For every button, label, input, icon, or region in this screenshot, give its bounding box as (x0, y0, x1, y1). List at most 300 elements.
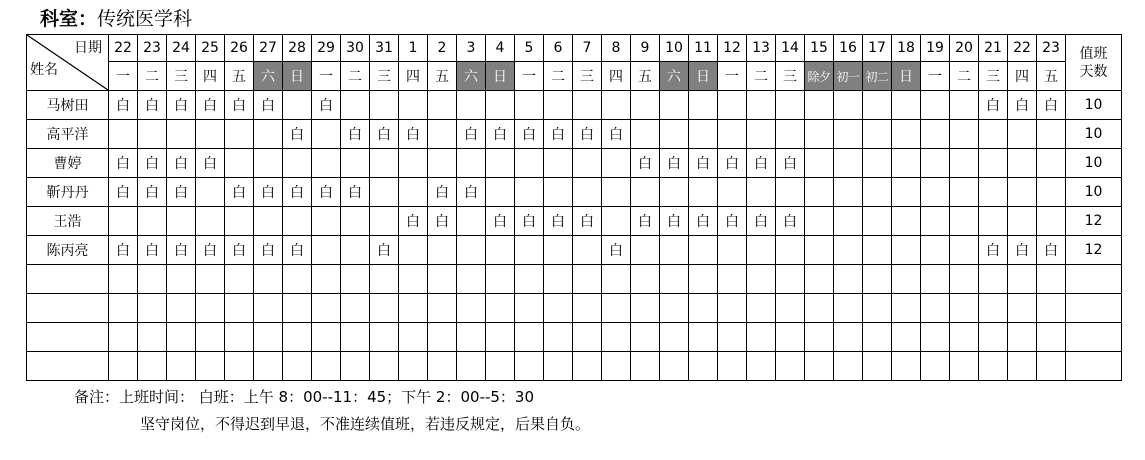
shift-cell (457, 352, 486, 381)
staff-name: 马树田 (27, 91, 109, 120)
weekday-cell: 三 (370, 62, 399, 91)
shift-cell (109, 207, 138, 236)
shift-cell (457, 149, 486, 178)
shift-cell (573, 149, 602, 178)
shift-cell (863, 120, 892, 149)
date-header-row (27, 35, 1122, 62)
shift-cell: 白 (573, 207, 602, 236)
table-row (27, 294, 1122, 323)
shift-cell (225, 323, 254, 352)
shift-cell (602, 149, 631, 178)
date-cell: 26 (225, 35, 254, 62)
date-cell: 5 (515, 35, 544, 62)
shift-cell (689, 91, 718, 120)
shift-cell: 白 (109, 149, 138, 178)
weekday-cell: 二 (950, 62, 979, 91)
shift-cell: 白 (109, 91, 138, 120)
shift-cell (863, 294, 892, 323)
shift-cell (718, 236, 747, 265)
shift-cell (660, 265, 689, 294)
shift-cell (254, 294, 283, 323)
date-cell: 22 (109, 35, 138, 62)
shift-cell (631, 352, 660, 381)
shift-cell (515, 294, 544, 323)
shift-cell (892, 236, 921, 265)
weekday-cell: 二 (138, 62, 167, 91)
date-cell: 30 (341, 35, 370, 62)
shift-cell: 白 (225, 178, 254, 207)
shift-cell (225, 352, 254, 381)
shift-cell (283, 265, 312, 294)
shift-cell: 白 (138, 236, 167, 265)
shift-cell (660, 91, 689, 120)
shift-cell (254, 120, 283, 149)
date-cell: 15 (805, 35, 834, 62)
shift-cell (544, 265, 573, 294)
shift-cell (573, 236, 602, 265)
shift-cell (979, 265, 1008, 294)
shift-cell (950, 91, 979, 120)
shift-cell (341, 352, 370, 381)
shift-cell: 白 (776, 149, 805, 178)
weekday-cell: 六 (457, 62, 486, 91)
shift-cell (689, 236, 718, 265)
shift-cell (1037, 265, 1066, 294)
shift-cell (892, 352, 921, 381)
shift-cell: 白 (979, 91, 1008, 120)
shift-cell (834, 352, 863, 381)
date-cell: 17 (863, 35, 892, 62)
date-cell: 7 (573, 35, 602, 62)
shift-cell (921, 178, 950, 207)
shift-cell (254, 352, 283, 381)
shift-cell (892, 91, 921, 120)
shift-cell (1037, 120, 1066, 149)
shift-cell: 白 (428, 178, 457, 207)
shift-cell (863, 352, 892, 381)
shift-cell (312, 207, 341, 236)
shift-cell (428, 91, 457, 120)
shift-cell (225, 207, 254, 236)
shift-cell (544, 91, 573, 120)
table-row (27, 323, 1122, 352)
shift-cell (718, 294, 747, 323)
shift-cell (515, 236, 544, 265)
duty-days-count: 10 (1066, 91, 1122, 120)
weekday-cell: 五 (631, 62, 660, 91)
shift-cell: 白 (747, 149, 776, 178)
shift-cell (631, 323, 660, 352)
shift-cell (167, 120, 196, 149)
shift-cell (892, 207, 921, 236)
weekday-cell: 一 (109, 62, 138, 91)
shift-cell (196, 265, 225, 294)
shift-cell (341, 91, 370, 120)
shift-cell: 白 (747, 207, 776, 236)
staff-name: 曹婷 (27, 149, 109, 178)
shift-cell (689, 294, 718, 323)
shift-cell (950, 120, 979, 149)
date-cell: 31 (370, 35, 399, 62)
department-name: 传统医学科 (97, 8, 193, 30)
date-cell: 3 (457, 35, 486, 62)
shift-cell (428, 236, 457, 265)
staff-name: 陈丙亮 (27, 236, 109, 265)
shift-cell (1008, 207, 1037, 236)
date-cell: 11 (689, 35, 718, 62)
shift-cell (805, 265, 834, 294)
shift-cell (283, 149, 312, 178)
shift-cell (283, 294, 312, 323)
shift-cell: 白 (370, 120, 399, 149)
shift-cell (515, 149, 544, 178)
shift-cell (341, 294, 370, 323)
shift-cell (979, 294, 1008, 323)
weekday-cell: 初一 (834, 62, 863, 91)
shift-cell (544, 323, 573, 352)
date-cell: 23 (1037, 35, 1066, 62)
shift-cell (921, 352, 950, 381)
table-row (27, 120, 1122, 149)
staff-name: 靳丹丹 (27, 178, 109, 207)
shift-cell (254, 149, 283, 178)
weekday-cell: 日 (892, 62, 921, 91)
shift-cell (718, 91, 747, 120)
weekday-cell: 三 (573, 62, 602, 91)
shift-cell (805, 149, 834, 178)
duty-schedule-table (26, 34, 1122, 381)
shift-cell (602, 91, 631, 120)
shift-cell (196, 352, 225, 381)
shift-cell: 白 (254, 178, 283, 207)
duty-days-count: 10 (1066, 178, 1122, 207)
shift-cell (370, 207, 399, 236)
shift-cell (747, 352, 776, 381)
shift-cell (805, 207, 834, 236)
weekday-header-row (27, 62, 1122, 91)
shift-cell: 白 (718, 149, 747, 178)
shift-cell (921, 265, 950, 294)
shift-cell: 白 (689, 207, 718, 236)
shift-cell (776, 294, 805, 323)
shift-cell: 白 (399, 120, 428, 149)
shift-cell (834, 120, 863, 149)
shift-cell (950, 265, 979, 294)
shift-cell (805, 91, 834, 120)
shift-cell (689, 120, 718, 149)
shift-cell (428, 265, 457, 294)
weekday-cell: 初二 (863, 62, 892, 91)
table-row (27, 178, 1122, 207)
table-row (27, 91, 1122, 120)
duty-days-count: 12 (1066, 207, 1122, 236)
shift-cell: 白 (602, 120, 631, 149)
shift-cell (138, 265, 167, 294)
shift-cell: 白 (370, 236, 399, 265)
shift-cell (254, 207, 283, 236)
shift-cell (486, 294, 515, 323)
date-cell: 22 (1008, 35, 1037, 62)
shift-cell: 白 (515, 120, 544, 149)
shift-cell: 白 (254, 236, 283, 265)
shift-cell (805, 294, 834, 323)
shift-cell (486, 178, 515, 207)
shift-cell: 白 (1037, 91, 1066, 120)
weekday-cell: 三 (979, 62, 1008, 91)
shift-cell (196, 294, 225, 323)
shift-cell (805, 178, 834, 207)
shift-cell (544, 149, 573, 178)
shift-cell (631, 236, 660, 265)
table-row (27, 149, 1122, 178)
date-cell: 28 (283, 35, 312, 62)
shift-cell: 白 (283, 236, 312, 265)
shift-cell (1008, 352, 1037, 381)
shift-cell (776, 120, 805, 149)
shift-cell (109, 352, 138, 381)
shift-cell (660, 352, 689, 381)
shift-cell (892, 149, 921, 178)
shift-cell (370, 149, 399, 178)
table-row (27, 236, 1122, 265)
shift-cell (660, 323, 689, 352)
shift-cell (834, 149, 863, 178)
shift-cell (1008, 149, 1037, 178)
shift-cell (399, 178, 428, 207)
date-cell: 24 (167, 35, 196, 62)
shift-cell (1008, 178, 1037, 207)
date-cell: 13 (747, 35, 776, 62)
page-title (40, 6, 192, 32)
shift-cell (457, 265, 486, 294)
shift-cell (370, 352, 399, 381)
duty-days-count: 10 (1066, 149, 1122, 178)
shift-cell (892, 265, 921, 294)
shift-cell: 白 (544, 120, 573, 149)
shift-cell (834, 207, 863, 236)
shift-cell (486, 323, 515, 352)
shift-cell (631, 294, 660, 323)
duty-days-count: 12 (1066, 236, 1122, 265)
shift-cell (196, 323, 225, 352)
staff-name (27, 323, 109, 352)
department-label: 科室： (40, 8, 98, 30)
weekday-cell: 二 (341, 62, 370, 91)
shift-cell (602, 294, 631, 323)
shift-cell (370, 265, 399, 294)
shift-cell: 白 (689, 149, 718, 178)
shift-cell (573, 178, 602, 207)
shift-cell (834, 323, 863, 352)
shift-cell: 白 (138, 178, 167, 207)
shift-cell (312, 120, 341, 149)
shift-cell (370, 178, 399, 207)
shift-cell (950, 352, 979, 381)
shift-cell (950, 294, 979, 323)
date-cell: 12 (718, 35, 747, 62)
shift-cell (109, 323, 138, 352)
shift-cell (689, 178, 718, 207)
table-row (27, 352, 1122, 381)
shift-cell: 白 (312, 178, 341, 207)
shift-cell: 白 (225, 91, 254, 120)
shift-cell (892, 294, 921, 323)
shift-cell (312, 265, 341, 294)
duty-days-label-2: 天数 (1079, 63, 1108, 80)
weekday-cell: 除夕 (805, 62, 834, 91)
shift-cell (834, 294, 863, 323)
shift-cell (196, 207, 225, 236)
weekday-cell: 日 (283, 62, 312, 91)
shift-cell (341, 236, 370, 265)
weekday-cell: 四 (196, 62, 225, 91)
shift-cell (834, 91, 863, 120)
shift-cell (370, 323, 399, 352)
shift-cell (660, 294, 689, 323)
shift-cell (428, 294, 457, 323)
shift-cell: 白 (283, 120, 312, 149)
shift-cell (225, 149, 254, 178)
shift-cell (399, 236, 428, 265)
shift-cell (341, 265, 370, 294)
shift-cell (718, 352, 747, 381)
shift-cell: 白 (660, 149, 689, 178)
shift-cell (428, 352, 457, 381)
shift-cell (138, 352, 167, 381)
shift-cell (602, 352, 631, 381)
weekday-cell: 一 (921, 62, 950, 91)
shift-cell (312, 294, 341, 323)
shift-cell (602, 265, 631, 294)
shift-cell (718, 120, 747, 149)
shift-cell (399, 91, 428, 120)
shift-cell: 白 (979, 236, 1008, 265)
shift-cell: 白 (196, 236, 225, 265)
weekday-cell: 六 (254, 62, 283, 91)
table-row (27, 265, 1122, 294)
shift-cell (486, 352, 515, 381)
shift-cell (428, 149, 457, 178)
shift-cell (660, 236, 689, 265)
shift-cell (921, 207, 950, 236)
staff-name (27, 265, 109, 294)
shift-cell (921, 323, 950, 352)
shift-cell: 白 (457, 120, 486, 149)
duty-days-count (1066, 352, 1122, 381)
shift-cell (254, 323, 283, 352)
shift-cell (776, 91, 805, 120)
shift-cell: 白 (457, 178, 486, 207)
shift-cell (921, 120, 950, 149)
shift-cell (341, 207, 370, 236)
shift-cell (892, 120, 921, 149)
shift-cell: 白 (196, 91, 225, 120)
shift-cell (718, 265, 747, 294)
weekday-cell: 二 (747, 62, 776, 91)
notes-line-2: 坚守岗位，不得迟到早退，不准连续值班，若违反规定，后果自负。 (140, 415, 591, 433)
shift-cell (718, 323, 747, 352)
shift-cell (312, 149, 341, 178)
shift-cell (863, 91, 892, 120)
shift-cell: 白 (776, 207, 805, 236)
shift-cell (167, 207, 196, 236)
date-cell: 27 (254, 35, 283, 62)
shift-cell (1008, 323, 1037, 352)
shift-cell (370, 91, 399, 120)
shift-cell: 白 (312, 91, 341, 120)
shift-cell: 白 (254, 91, 283, 120)
shift-cell (109, 294, 138, 323)
shift-cell (457, 236, 486, 265)
date-cell: 21 (979, 35, 1008, 62)
shift-cell (544, 352, 573, 381)
date-cell: 20 (950, 35, 979, 62)
shift-cell (1008, 294, 1037, 323)
shift-cell (399, 149, 428, 178)
date-cell: 9 (631, 35, 660, 62)
shift-cell (399, 294, 428, 323)
shift-cell (167, 323, 196, 352)
shift-cell: 白 (573, 120, 602, 149)
shift-cell (863, 265, 892, 294)
shift-cell (167, 294, 196, 323)
shift-cell (515, 91, 544, 120)
shift-cell (1037, 352, 1066, 381)
shift-cell (399, 323, 428, 352)
shift-cell (892, 323, 921, 352)
shift-cell (486, 236, 515, 265)
weekday-cell: 五 (1037, 62, 1066, 91)
shift-cell (1037, 323, 1066, 352)
shift-cell (979, 149, 1008, 178)
shift-cell (283, 323, 312, 352)
shift-cell (283, 91, 312, 120)
shift-cell (370, 294, 399, 323)
shift-cell (979, 178, 1008, 207)
date-cell: 10 (660, 35, 689, 62)
shift-cell (428, 120, 457, 149)
shift-cell (805, 236, 834, 265)
shift-cell (805, 120, 834, 149)
date-cell: 8 (602, 35, 631, 62)
shift-cell (979, 120, 1008, 149)
shift-cell: 白 (109, 236, 138, 265)
shift-cell (950, 178, 979, 207)
weekday-cell: 四 (1008, 62, 1037, 91)
shift-cell (399, 352, 428, 381)
shift-cell: 白 (167, 149, 196, 178)
shift-cell (138, 207, 167, 236)
shift-cell: 白 (631, 149, 660, 178)
weekday-cell: 六 (660, 62, 689, 91)
corner-date-label: 日期 (74, 40, 102, 56)
shift-cell: 白 (486, 207, 515, 236)
shift-cell: 白 (341, 178, 370, 207)
shift-cell (921, 91, 950, 120)
shift-cell (950, 323, 979, 352)
shift-cell (863, 149, 892, 178)
shift-cell: 白 (718, 207, 747, 236)
shift-cell (776, 236, 805, 265)
date-cell: 4 (486, 35, 515, 62)
shift-cell (457, 207, 486, 236)
shift-cell (573, 323, 602, 352)
shift-cell (544, 178, 573, 207)
shift-cell (486, 149, 515, 178)
shift-cell: 白 (1008, 236, 1037, 265)
shift-cell (138, 294, 167, 323)
duty-days-count (1066, 323, 1122, 352)
